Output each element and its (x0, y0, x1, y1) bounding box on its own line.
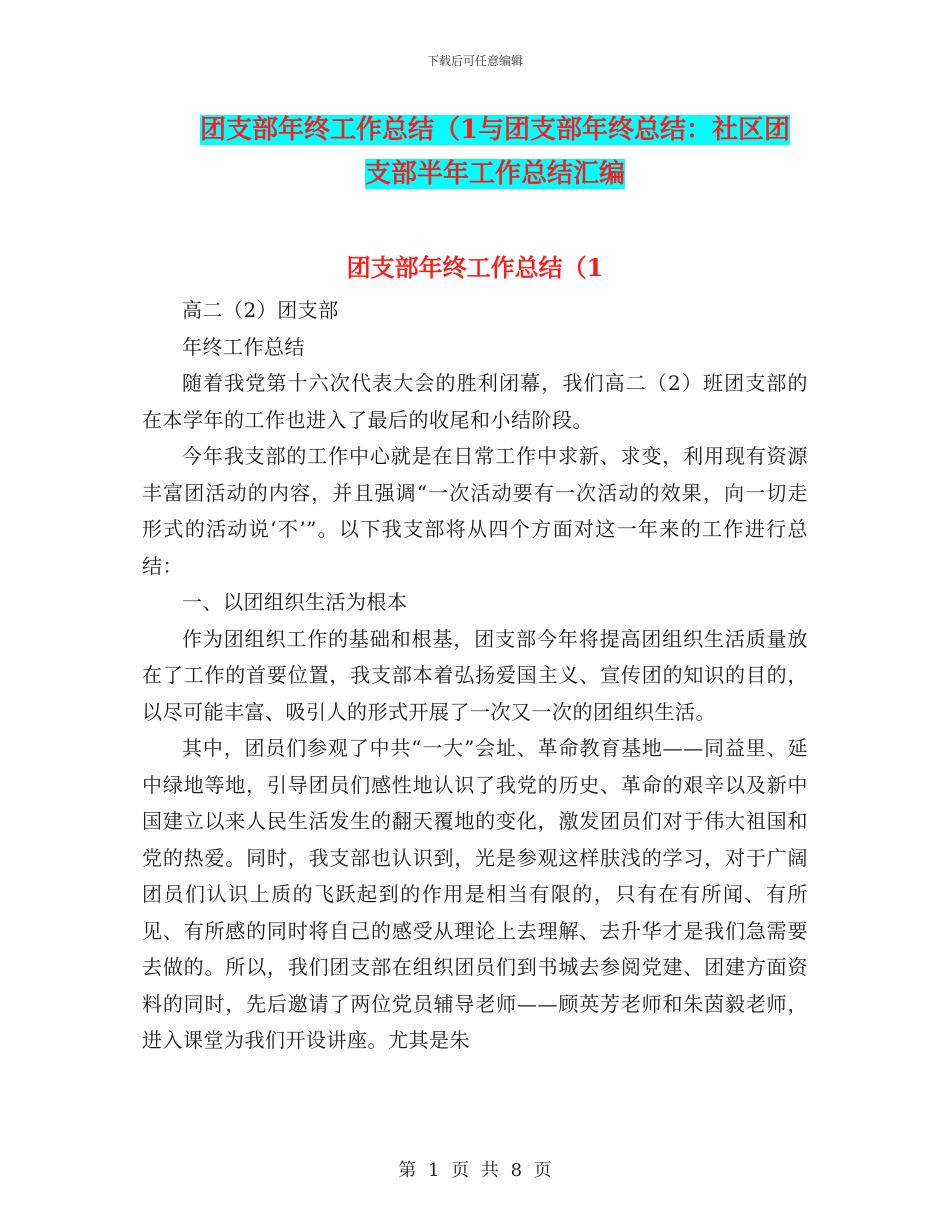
paragraph: 高二（2）团支部 (182, 298, 339, 322)
paragraph: 一、以团组织生活为根本 (182, 590, 408, 614)
paragraph: 随着我党第十六次代表大会的胜利闭幕，我们高二（2）班团支部的在本学年的工作也进入了最后的收尾和小结阶段。 (142, 371, 808, 432)
document-title-line-1: 团支部年终工作总结（1与团支部年终总结：社区团 (199, 115, 791, 145)
header-note: 下载后可任意编辑 (426, 54, 523, 68)
document-title-line-2: 支部半年工作总结汇编 (364, 159, 625, 189)
paragraph: 其中，团员们参观了中共“一大”会址、革命教育基地——同益里、延中绿地等地，引导团员们感性地认识了我党的历史、革命的艰辛以及新中国建立以来人民生活发生的翻天覆地的变化，激发团员们对于伟大祖国和党的热爱。同时，我支部也认识到，光是参观这样肤浅的学习，对于广阔团员们认识上质的飞跃起到的作用是相当有限的，只有在有所闻、有所见、有所感的同时将自己的感受从理论上去理解、去升华才是我们急需要去做的。所以，我们团支部在组织团员们到书城去参阅党建、团建方面资料的同时，先后邀请了两位党员辅导老师——顾英芳老师和朱茵毅老师，进入课堂为我们开设讲座。尤其是朱 (142, 736, 808, 1052)
page-footer: 第 1 页 共 8 页 (398, 1160, 552, 1181)
section-title: 团支部年终工作总结（1 (346, 253, 604, 282)
body-text (142, 292, 808, 1059)
paragraph: 作为团组织工作的基础和根基，团支部今年将提高团组织生活质量放在了工作的首要位置，我支部本着弘扬爱国主义、宣传团的知识的目的，以尽可能丰富、吸引人的形式开展了一次又一次的团组织生活。 (142, 626, 808, 724)
paragraph: 年终工作总结 (182, 334, 305, 359)
document-title (175, 108, 815, 196)
paragraph: 今年我支部的工作中心就是在日常工作中求新、求变，利用现有资源丰富团活动的内容，并且强调“一次活动要有一次活动的效果，向一切走形式的活动说‘不’”。以下我支部将从四个方面对这一年来的工作进行总结： (142, 444, 808, 578)
